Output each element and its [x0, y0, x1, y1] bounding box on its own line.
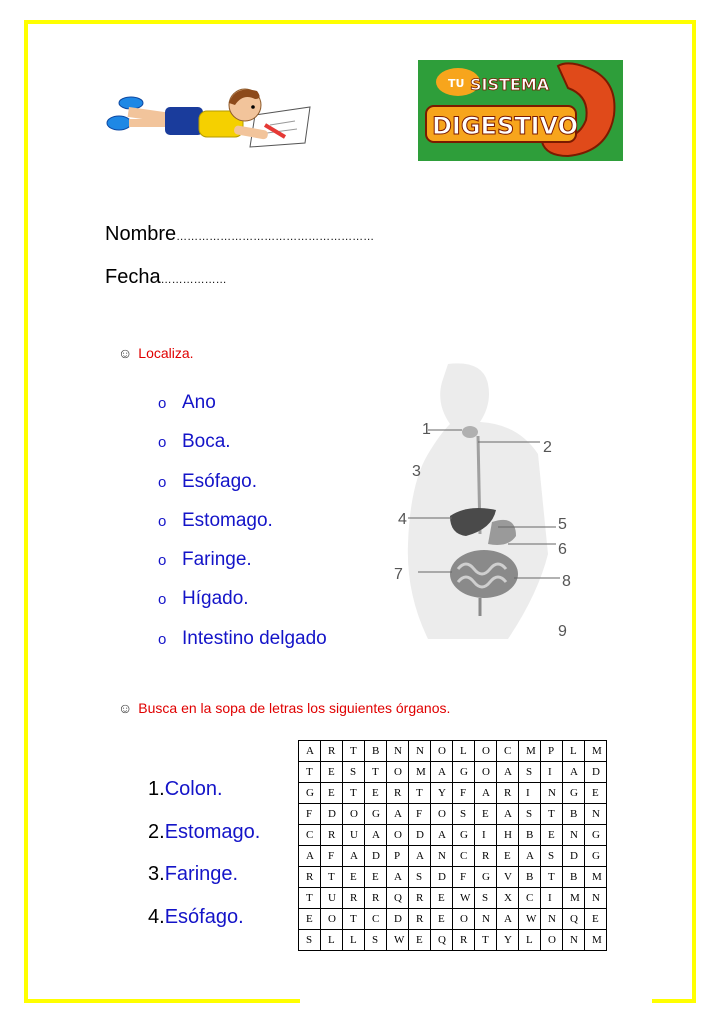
- list-item: 2.Estomago.: [148, 820, 261, 843]
- grid-cell: R: [409, 909, 431, 930]
- grid-cell: O: [431, 741, 453, 762]
- grid-cell: E: [365, 867, 387, 888]
- list-item: o Faringe.: [158, 545, 327, 584]
- grid-cell: E: [299, 909, 321, 930]
- grid-cell: A: [387, 867, 409, 888]
- grid-cell: R: [387, 783, 409, 804]
- grid-cell: W: [387, 930, 409, 951]
- table-row: [299, 825, 607, 846]
- grid-cell: E: [343, 867, 365, 888]
- word-search-grid: [298, 740, 607, 951]
- grid-cell: G: [585, 846, 607, 867]
- diagram-number: 5: [558, 516, 567, 533]
- grid-cell: T: [343, 741, 365, 762]
- grid-cell: A: [299, 846, 321, 867]
- grid-cell: I: [519, 783, 541, 804]
- grid-cell: T: [299, 762, 321, 783]
- grid-cell: G: [299, 783, 321, 804]
- grid-cell: E: [431, 909, 453, 930]
- list-item: 1.Colon.: [148, 778, 223, 800]
- grid-cell: B: [519, 867, 541, 888]
- grid-cell: P: [541, 741, 563, 762]
- diagram-number: 2: [543, 439, 552, 456]
- grid-cell: C: [497, 741, 519, 762]
- grid-cell: A: [519, 846, 541, 867]
- grid-cell: M: [519, 741, 541, 762]
- name-field: [105, 223, 374, 246]
- grid-cell: E: [585, 783, 607, 804]
- grid-cell: O: [475, 762, 497, 783]
- grid-cell: T: [541, 867, 563, 888]
- grid-cell: S: [409, 867, 431, 888]
- grid-cell: R: [365, 888, 387, 909]
- grid-cell: Q: [563, 909, 585, 930]
- grid-cell: L: [453, 741, 475, 762]
- grid-cell: A: [365, 825, 387, 846]
- grid-cell: G: [563, 783, 585, 804]
- grid-cell: D: [387, 909, 409, 930]
- grid-cell: E: [365, 783, 387, 804]
- grid-cell: A: [497, 804, 519, 825]
- grid-cell: C: [519, 888, 541, 909]
- grid-cell: O: [343, 804, 365, 825]
- grid-cell: E: [431, 888, 453, 909]
- list-item: 3.Faringe.: [148, 863, 239, 885]
- bullet-icon: o: [158, 552, 167, 570]
- grid-cell: E: [497, 846, 519, 867]
- grid-cell: X: [497, 888, 519, 909]
- grid-cell: A: [497, 762, 519, 783]
- grid-cell: B: [563, 804, 585, 825]
- grid-cell: R: [343, 888, 365, 909]
- grid-cell: A: [387, 804, 409, 825]
- grid-cell: O: [321, 909, 343, 930]
- grid-cell: S: [519, 804, 541, 825]
- grid-cell: T: [365, 762, 387, 783]
- grid-cell: L: [519, 930, 541, 951]
- bullet-icon: o: [158, 395, 167, 412]
- grid-cell: R: [497, 783, 519, 804]
- grid-cell: S: [519, 762, 541, 783]
- grid-cell: M: [585, 741, 607, 762]
- grid-cell: D: [365, 846, 387, 867]
- border-gap: [300, 994, 652, 1004]
- grid-cell: S: [475, 888, 497, 909]
- table-row: [299, 804, 607, 825]
- table-row: [299, 783, 607, 804]
- grid-cell: L: [343, 930, 365, 951]
- grid-cell: T: [343, 909, 365, 930]
- section-localiza-title: Localiza.: [138, 345, 194, 361]
- grid-cell: O: [387, 762, 409, 783]
- grid-cell: A: [431, 825, 453, 846]
- grid-cell: N: [585, 804, 607, 825]
- list-item: o Esófago.: [158, 467, 327, 506]
- grid-cell: M: [585, 930, 607, 951]
- list-item: o Boca.: [158, 427, 327, 466]
- date-label: Fecha: [105, 266, 161, 288]
- grid-cell: I: [475, 825, 497, 846]
- bullet-icon: o: [158, 473, 167, 491]
- table-row: [299, 930, 607, 951]
- grid-cell: G: [453, 825, 475, 846]
- grid-cell: Y: [497, 930, 519, 951]
- grid-cell: U: [321, 888, 343, 909]
- digestive-system-diagram: [388, 364, 598, 639]
- grid-cell: G: [585, 825, 607, 846]
- list-item: o Hígado.: [158, 584, 327, 623]
- table-row: [299, 741, 607, 762]
- svg-text:DIGESTIVO: DIGESTIVO: [432, 112, 579, 140]
- section-localiza: [118, 345, 194, 361]
- name-blank: ………………………………………………: [176, 231, 375, 243]
- section-busca-title: Busca en la sopa de letras los siguientes órganos.: [138, 700, 451, 716]
- grid-cell: R: [409, 888, 431, 909]
- svg-text:SISTEMA: SISTEMA: [470, 75, 550, 94]
- grid-cell: N: [387, 741, 409, 762]
- list-item: 4.Esófago.: [148, 905, 244, 928]
- grid-cell: S: [541, 846, 563, 867]
- grid-cell: F: [299, 804, 321, 825]
- grid-cell: O: [387, 825, 409, 846]
- grid-cell: T: [299, 888, 321, 909]
- grid-cell: T: [321, 867, 343, 888]
- table-row: [299, 846, 607, 867]
- grid-cell: Q: [431, 930, 453, 951]
- table-row: [299, 909, 607, 930]
- grid-cell: T: [475, 930, 497, 951]
- grid-cell: A: [299, 741, 321, 762]
- grid-cell: V: [497, 867, 519, 888]
- grid-cell: B: [563, 867, 585, 888]
- grid-cell: R: [299, 867, 321, 888]
- grid-cell: R: [453, 930, 475, 951]
- grid-cell: W: [453, 888, 475, 909]
- grid-cell: U: [343, 825, 365, 846]
- grid-cell: R: [475, 846, 497, 867]
- grid-cell: L: [563, 741, 585, 762]
- grid-cell: E: [321, 762, 343, 783]
- bullet-icon: o: [158, 434, 167, 452]
- grid-cell: N: [563, 930, 585, 951]
- grid-cell: A: [497, 909, 519, 930]
- grid-cell: W: [519, 909, 541, 930]
- diagram-number: 4: [398, 511, 407, 528]
- grid-cell: D: [409, 825, 431, 846]
- smiley-icon: ☺: [118, 345, 133, 361]
- grid-cell: F: [321, 846, 343, 867]
- grid-cell: A: [431, 762, 453, 783]
- date-field: [105, 266, 227, 289]
- grid-cell: Q: [387, 888, 409, 909]
- date-blank: ………………: [160, 274, 227, 286]
- grid-cell: O: [541, 930, 563, 951]
- smiley-icon: ☺: [118, 700, 133, 716]
- grid-cell: S: [365, 930, 387, 951]
- grid-cell: C: [453, 846, 475, 867]
- grid-cell: D: [563, 846, 585, 867]
- section-busca: [118, 700, 450, 716]
- grid-cell: F: [453, 867, 475, 888]
- grid-cell: N: [409, 741, 431, 762]
- grid-cell: D: [431, 867, 453, 888]
- grid-cell: D: [585, 762, 607, 783]
- table-row: [299, 888, 607, 909]
- grid-cell: E: [321, 783, 343, 804]
- grid-cell: T: [541, 804, 563, 825]
- grid-cell: O: [475, 741, 497, 762]
- grid-cell: F: [409, 804, 431, 825]
- grid-cell: E: [409, 930, 431, 951]
- grid-cell: R: [321, 741, 343, 762]
- list-item: o Estomago.: [158, 506, 327, 545]
- grid-cell: A: [475, 783, 497, 804]
- grid-cell: N: [475, 909, 497, 930]
- grid-cell: I: [541, 888, 563, 909]
- digestive-system-logo: [418, 60, 623, 161]
- grid-cell: I: [541, 762, 563, 783]
- grid-cell: O: [453, 909, 475, 930]
- bullet-icon: o: [158, 630, 167, 648]
- diagram-number: 8: [562, 573, 571, 590]
- diagram-number: 1: [422, 421, 431, 438]
- grid-cell: N: [563, 825, 585, 846]
- grid-cell: T: [343, 783, 365, 804]
- grid-cell: B: [365, 741, 387, 762]
- grid-cell: E: [541, 825, 563, 846]
- grid-cell: R: [321, 825, 343, 846]
- grid-cell: A: [343, 846, 365, 867]
- grid-cell: N: [541, 783, 563, 804]
- grid-cell: A: [563, 762, 585, 783]
- grid-cell: F: [453, 783, 475, 804]
- boy-drawing-illustration: [105, 85, 315, 157]
- table-row: [299, 762, 607, 783]
- grid-cell: G: [475, 867, 497, 888]
- diagram-number: 7: [394, 566, 403, 583]
- grid-cell: O: [431, 804, 453, 825]
- grid-cell: S: [453, 804, 475, 825]
- grid-cell: S: [299, 930, 321, 951]
- grid-cell: P: [387, 846, 409, 867]
- grid-cell: D: [321, 804, 343, 825]
- grid-cell: S: [343, 762, 365, 783]
- svg-text:TU: TU: [448, 77, 465, 90]
- grid-cell: H: [497, 825, 519, 846]
- grid-cell: C: [365, 909, 387, 930]
- grid-cell: C: [299, 825, 321, 846]
- grid-cell: B: [519, 825, 541, 846]
- grid-cell: N: [431, 846, 453, 867]
- grid-cell: L: [321, 930, 343, 951]
- organ-list: [158, 388, 327, 649]
- grid-cell: M: [409, 762, 431, 783]
- diagram-number: 6: [558, 541, 567, 558]
- grid-cell: E: [475, 804, 497, 825]
- list-item: o Ano: [158, 388, 327, 427]
- grid-cell: G: [453, 762, 475, 783]
- grid-cell: N: [541, 909, 563, 930]
- list-item: o Intestino delgado: [158, 624, 327, 663]
- grid-cell: T: [409, 783, 431, 804]
- grid-cell: M: [585, 867, 607, 888]
- diagram-number: 3: [412, 463, 421, 480]
- table-row: [299, 867, 607, 888]
- grid-cell: E: [585, 909, 607, 930]
- grid-cell: Y: [431, 783, 453, 804]
- bullet-icon: o: [158, 512, 167, 530]
- search-word-list: [148, 771, 260, 941]
- grid-cell: G: [365, 804, 387, 825]
- grid-cell: A: [409, 846, 431, 867]
- grid-cell: N: [585, 888, 607, 909]
- bullet-icon: o: [158, 591, 167, 609]
- name-label: Nombre: [105, 223, 177, 245]
- diagram-number: 9: [558, 623, 567, 640]
- grid-cell: M: [563, 888, 585, 909]
